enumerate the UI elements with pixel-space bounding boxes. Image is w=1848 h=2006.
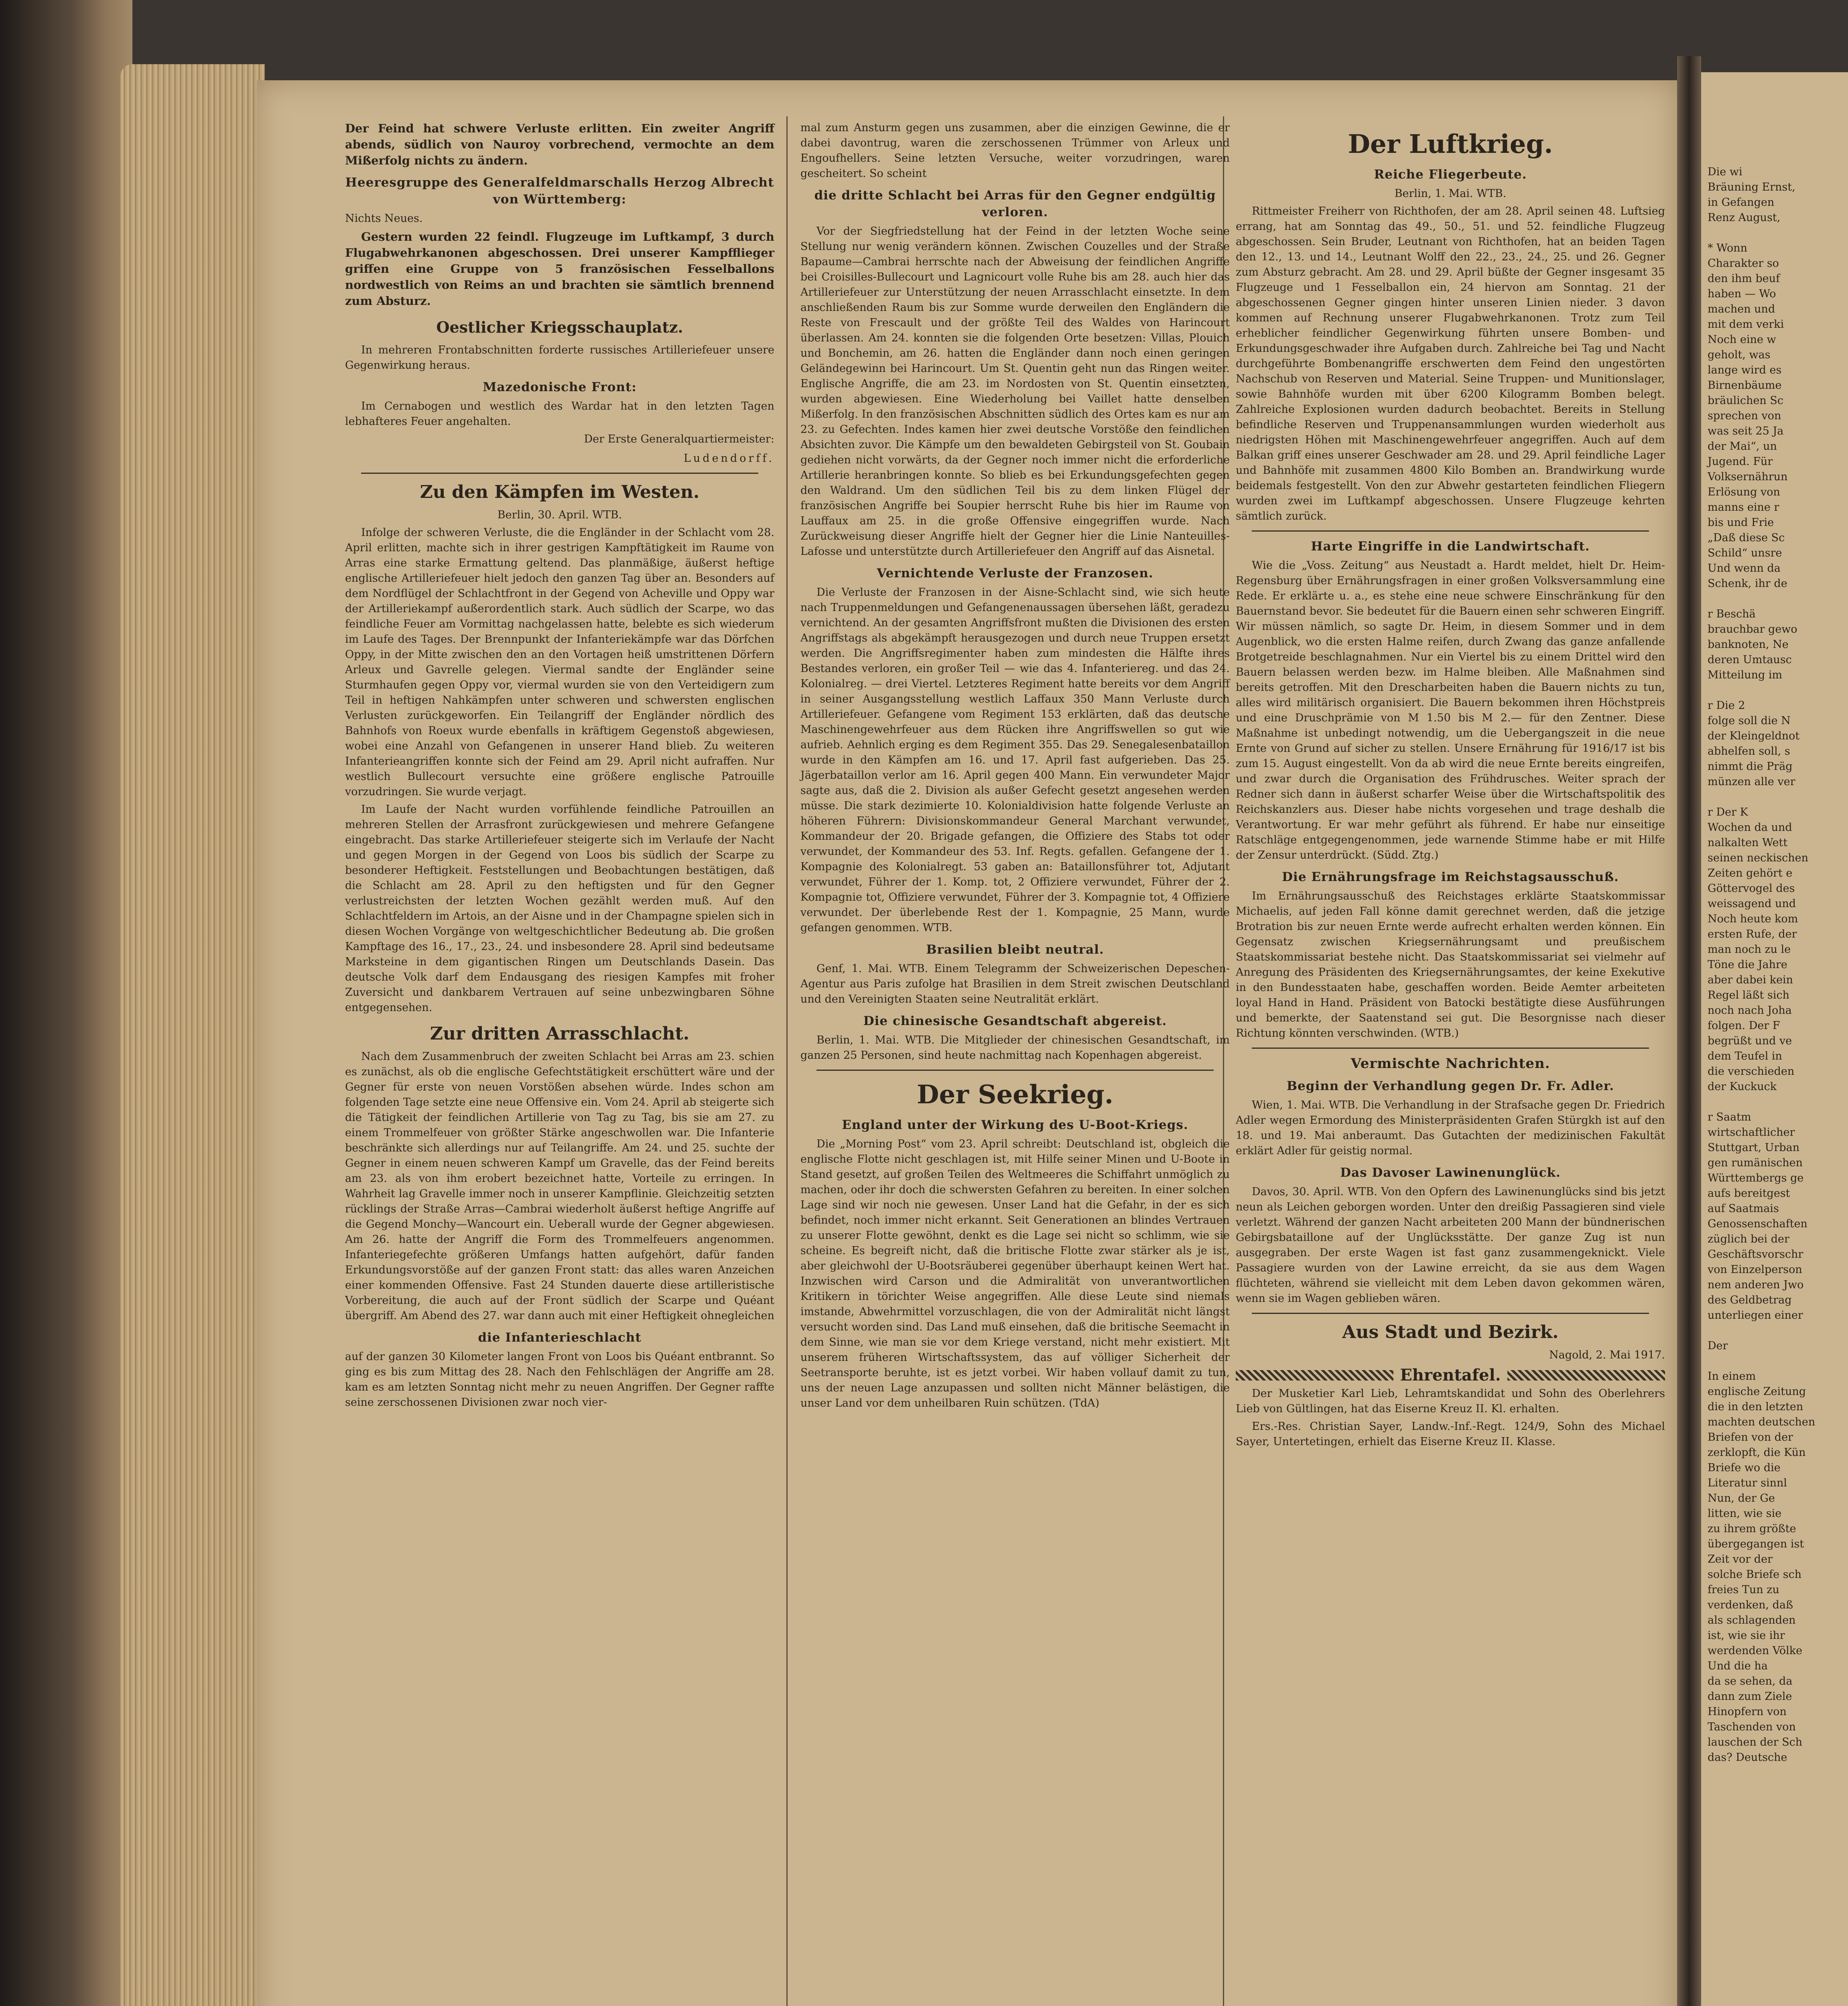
infanterie-subheading: die Infanterieschlacht xyxy=(478,1330,642,1345)
adjacent-page-line xyxy=(1701,683,1848,698)
adjacent-page-line: dem Teufel in xyxy=(1708,1050,1782,1062)
adjacent-page-line: in Gefangen xyxy=(1708,196,1775,209)
adjacent-page-line: r Saatm xyxy=(1708,1111,1751,1123)
dritten-arras-paragraph: Nach dem Zusammenbruch der zweiten Schlacht bei Arras am 23. schien es zunächst, als ob die englische Gefechtstätigkeit erschüttert wäre und der Gegner für erste von neuen Vorstößen absehen würde. Indes schon am folgenden Tage setzte eine neue Offensive ein. Vom 24. April ab steigerte sich die Tätigkeit der feindlichen Artillerie von Tag zu Tag, bis sie am 27. zu einem Trommelfeuer von größter Stärke angeschwollen war. Die Infanterie beschränkte sich allerdings nur auf Teilangriffe. Am 24. und 25. suchte der Gegner in einem neuen schweren Kampf um Gravelle, das der Feind bereits am 23. als von ihm erobert bezeichnet hatte, Vorteile zu erringen. In Wahrheit lag Gravelle immer noch in unserer Kampflinie. Gleichzeitig setzten rücklings der Straße Arras—Cambrai wiederholt äußerst heftige Angriffe auf die Gegend Monchy—Wancourt ein. Ueberall wurde der Gegner abgewiesen. Am 26. hatte der Angriff die Form des Trommelfeuers angenommen. Infanteriegefechte größeren Umfangs hatten aufgehört, dafür fanden Erkundungsvorstöße auf der ganzen Front statt: das alles waren Anzeichen einer kommenden Offensive. Fast 24 Stunden dauerte diese artilleristische Vorbereitung, die auch auf der Front südlich der Scarpe und Quéant übergriff. Am Abend des 27. war dann auch mit einer Heftigkeit ohnegleichen xyxy=(345,1050,774,1322)
ehrentafel-entry: Der Musketier Karl Lieb, Lehramtskandidat und Sohn des Oberlehrers Lieb von Gültlingen, hat das Eiserne Kreuz II. Kl. erhalten. xyxy=(1236,1387,1665,1415)
column-divider xyxy=(786,116,788,2006)
brasilien-paragraph: Genf, 1. Mai. WTB. Einem Telegramm der Schweizerischen Depeschen-Agentur aus Paris zufolge hat Brasilien in dem Streit zwischen Deutschland und den Vereinigten Staaten seine Neutralität erklärt. xyxy=(800,962,1230,1005)
adjacent-page-line: Noch eine w xyxy=(1708,333,1776,346)
adjacent-page-line: der Kuckuck xyxy=(1708,1080,1777,1093)
ehrentafel-ornament xyxy=(1236,1370,1393,1381)
adjacent-page-line: Charakter so xyxy=(1708,257,1779,270)
luftkrieg-heading: Der Luftkrieg. xyxy=(1348,129,1553,159)
signature-name: Ludendorff. xyxy=(683,452,774,465)
adjacent-page-line: Erlösung von xyxy=(1708,486,1780,498)
adjacent-page-line: Briefe wo die xyxy=(1708,1462,1781,1474)
adjacent-page-line: Volksernährun xyxy=(1708,471,1788,483)
seekrieg-heading: Der Seekrieg. xyxy=(917,1080,1113,1110)
adjacent-page-line: folge soll die N xyxy=(1708,715,1791,727)
signature-title: Der Erste Generalquartiermeister: xyxy=(584,433,774,445)
adjacent-page-line: Mitteilung im xyxy=(1708,669,1783,681)
divider xyxy=(1252,530,1649,532)
seekrieg-paragraph: Die „Morning Post“ vom 23. April schreibt: Deutschland ist, obgleich die englische Flotte nicht geschlagen ist, mit Hilfe seiner Minen und U-Boote in Stand gesetzt, auf großen Teilen des Weltmeeres die Schiffahrt unmöglich zu machen, oder ihr doch die schwersten Gefahren zu bereiten. In einer solchen Lage sind wir noch nie gewesen. Unser Land hat die Gefahr, in der es sich befindet, noch immer nicht erkannt. Seit Generationen an blindes Vertrauen zu unserer Flotte gewöhnt, denkt es die Lage sei nicht so schlimm, wie sie scheine. Es begreift nicht, daß die britische Flotte zwar stärker als je ist, aber gleichwohl der U-Bootsräuberei gegenüber überhaupt keinen Wert hat. Inzwischen wird Carson und die Admiralität von unverantwortlichen Kritikern in törichter Weise angegriffen. Alle diese Leute sind niemals imstande, Abwehrmittel vorzuschlagen, die von der Admiralität nicht längst versucht worden sind. Das Land muß einsehen, daß die britische Seemacht in dem Sinne, wie man sie vor dem Kriege verstand, nicht mehr existiert. Mit unserem früheren Wirtschaftssystem, das auf völliger Sicherheit der Seetransporte beruhte, ist es jetzt vorbei. Wir haben vollauf damit zu tun, uns der neuen Lage anzupassen und sollten nicht Männer belästigen, die unser Land vor dem unheilbaren Ruin schützen. (TdA) xyxy=(800,1138,1230,1409)
infanterie-paragraph: auf der ganzen 30 Kilometer langen Front von Loos bis Quéant entbrannt. So ging es bis zum Mittag des 28. Nach den Fehlschlägen der Angriffe am 28. kam es am letzten Sonntag nicht mehr zu neuen Angriffen. Der Gegner raffte seine zerschossenen Divisionen zwar noch vier- xyxy=(345,1350,774,1409)
adjacent-page-line: manns eine r xyxy=(1708,501,1779,514)
kaempfe-paragraph: Infolge der schweren Verluste, die die Engländer in der Schlacht vom 28. April erlitten, machte sich in ihrer gestrigen Kampftätigkeit im Raume von Arras eine starke Ermattung geltend. Das planmäßige, äußerst heftige englische Artilleriefeuer hielt jedoch den ganzen Tag über an. Besonders auf dem Nordflügel der Schlachtfront in der Gegend von Acheville und Oppy war der Artilleriekampf außerordentlich stark. Auch südlich der Scarpe, wo das feindliche Feuer am Vormittag nachgelassen hatte, belebte es sich wiederum im Laufe des Tages. Der Brennpunkt der Infanteriekämpfe war das Dörfchen Oppy, in der Mitte zwischen den an den Vortagen heiß umstrittenen Dörfern Arleux und Gavrelle gelegen. Viermal sandte der Engländer seine Sturmhaufen gegen Oppy vor, viermal wurden sie von den Verteidigern zum Teil in heftigen Nahkämpfen unter schweren und schwersten englischen Verlusten zurückgeworfen. Ein Teilangriff der Engländer nördlich des Bahnhofs von Roeux wurde ebenfalls in kräftigem Gegenstoß abgewiesen, wobei eine Anzahl von Gefangenen in unserer Hand blieb. Zu weiteren Infanterieangriffen konnte sich der Feind am 29. April nicht aufraffen. Nur westlich Bullecourt versuchte eine größere englische Patrouille vorzudringen. Sie wurde verjagt. xyxy=(345,526,774,798)
flugzeuge-report: Gestern wurden 22 feindl. Flugzeuge im Luftkampf, 3 durch Flugabwehrkanonen abgeschossen. Drei unserer Kampfflieger griffen eine Gruppe von 5 französischen Fesselballons nordwestlich von Reims an und brachten sie sämtlich brennend zum Absturz. xyxy=(345,230,774,308)
column-1 xyxy=(345,120,774,1413)
adjacent-page-line: Zeiten gehört e xyxy=(1708,867,1793,879)
ehrentafel-heading: Ehrentafel. xyxy=(1400,1366,1501,1385)
article-continuation-bold: Der Feind hat schwere Verluste erlitten. Ein zweiter Angriff abends, südlich von Nauroy vorbrechend, vermochte an dem Mißerfolg nichts zu ändern. xyxy=(345,122,774,167)
dritte-schlacht-paragraph: Vor der Siegfriedstellung hat der Feind in der letzten Woche seine Stellung nur wenig verändern können. Zwischen Couzelles und der Straße Bapaume—Cambrai herrschte nach der Abweisung der feindlichen Angriffe bei Croisilles-Bullecourt und Lagnicourt volle Ruhe bis am 28. auch hier das Artilleriefeuer zur Unterstützung der neuen Arrasschlacht einsetzte. In dem anschließenden Raum bis zur Somme wurde derweilen den Engländern die Reste von Frescault und der größte Teil des Waldes von Harincourt überlassen. Am 24. konnten sie die folgenden Orte besetzen: Villas, Plouich und Bonchemin, am 26. hatten die Engländer dann noch einen geringen Geländegewinn bei Harincourt. Um St. Quentin geht nun das Ringen weiter. Englische Angriffe, die am 23. im Nordosten von St. Quentin einsetzten, wurden abgewiesen. Eine Wiederholung bei Vaillet hatte denselben Mißerfolg. In den französischen Abschnitten südlich des Ortes kam es nur am 23. zu Gefechten. Indes kamen hier zwei deutsche Vorstöße den feindlichen Absichten zuvor. Die Kämpfe um den bewaldeten Gebirgsteil von St. Goubain gediehen nicht vorwärts, da der Gegner noch immer nicht die erforderliche Artillerie heranbringen konnte. So blieb es bei Erkundungsgefechten gegen den Waldrand. Um den südlichen Teil bis zu dem linken Flügel der französischen Angriffe bei Soupier herrscht Ruhe bis hier im Raume von Lauffaux am 25. in die große Offensive eingegriffen wurde. Nach Zurückweisung dieser Angriffe hielt der Gegner hier die Linie Nanteuilles-Lafosse und unterstützte durch Artilleriefeuer den Angriff auf das Aisnetal. xyxy=(800,225,1230,558)
kaempfe-dateline: Berlin, 30. April. WTB. xyxy=(497,509,622,521)
divider xyxy=(361,473,758,474)
adjacent-page-line: r Beschä xyxy=(1708,608,1756,620)
adjacent-page-line: Wochen da und xyxy=(1708,821,1792,834)
adjacent-page-line: Noch heute kom xyxy=(1708,913,1798,925)
adjacent-page-line: brauchbar gewo xyxy=(1708,623,1797,636)
adjacent-page-line: von Einzelperson xyxy=(1708,1263,1802,1276)
verluste-heading: Vernichtende Verluste der Franzosen. xyxy=(877,566,1153,581)
adjacent-page-line: da se sehen, da xyxy=(1708,1675,1793,1687)
dritten-arras-heading: Zur dritten Arrasschlacht. xyxy=(430,1023,690,1044)
column-3 xyxy=(1236,120,1665,1452)
adjacent-page-line xyxy=(1701,1354,1848,1369)
adjacent-page-line: Literatur sinnl xyxy=(1708,1477,1787,1489)
adjacent-page-line: Bräuning Ernst, xyxy=(1708,181,1795,193)
mazedonische-heading: Mazedonische Front: xyxy=(483,380,637,394)
stadt-dateline: Nagold, 2. Mai 1917. xyxy=(1549,1349,1665,1361)
adjacent-page-line: dann zum Ziele xyxy=(1708,1690,1792,1703)
divider xyxy=(1252,1313,1649,1314)
heeresgruppe-text: Nichts Neues. xyxy=(345,212,423,225)
adjacent-page-line: sprechen von xyxy=(1708,410,1781,422)
adjacent-page-line: solche Briefe sch xyxy=(1708,1568,1802,1581)
adjacent-page-line: ist, wie sie ihr xyxy=(1708,1629,1785,1642)
landwirtschaft-paragraph: Wie die „Voss. Zeitung“ aus Neustadt a. Hardt meldet, hielt Dr. Heim-Regensburg über Ernährungsfragen in einer großen Volksversammlung eine Rede. Er erklärte u. a., es stehe eine neue schwere Einschränkung für den Bauernstand bevor. Sie bedeutet für die Bauern einen sehr schweren Eingriff. Wir müssen nämlich, so sagte Dr. Heim, in diesem Sommer und in dem Augenblick, wo die ersten Halme reifen, durch Zwang das ganze anfallende Brotgetreide beschlagnahmen. Nur ein Viertel bis zu einem Drittel wird den Bauern belassen werden bezw. im Halme bleiben. Alle Maßnahmen sind bereits getroffen. Mit den Drescharbeiten haben die Bauern nichts zu tun, alles wird militärisch organisiert. Die Bauern bekommen ihren Höchstpreis und eine Druschprämie von M 1.50 bis M 2.— für den Zentner. Diese Maßnahme ist unbedingt notwendig, um die Uebergangszeit in die neue Ernte von Grund auf sicher zu stellen. Unsere Ernährung für 1916/17 ist bis zum 15. August eingestellt. Von da ab wird die neue Ernte bereits eingreifen, und zwar durch die Organisation des Frühdrusches. Weiter sprach der Redner sich dann in äußerst scharfer Weise über die Wirtschaftspolitik des Reichskanzlers aus. Dieser habe nichts vorgesehen und trage deshalb die Verantwortung. Er war mehr geführt als führend. Er habe nur einseitige Ratschläge entgegengenommen, jede warnende Stimme habe er mit Hilfe der Zensur unterdrückt. (Südd. Ztg.) xyxy=(1236,559,1665,861)
adjacent-page-line: Zeit vor der xyxy=(1708,1553,1773,1565)
divider xyxy=(816,1070,1214,1071)
adjacent-page-line: gen rumänischen xyxy=(1708,1157,1803,1169)
adjacent-page-line: züglich bei der xyxy=(1708,1233,1789,1245)
adjacent-page-line: machen und xyxy=(1708,303,1775,315)
adjacent-page-line: Der xyxy=(1708,1340,1728,1352)
adjacent-page-line: Hinopfern von xyxy=(1708,1706,1787,1718)
adjacent-page-line xyxy=(1701,591,1848,607)
ehrentafel-entry: Ers.-Res. Christian Sayer, Landw.-Inf.-Regt. 124/9, Sohn des Michael Sayer, Untertetingen, erhielt das Eiserne Kreuz II. Klasse. xyxy=(1236,1420,1665,1448)
brasilien-heading: Brasilien bleibt neutral. xyxy=(926,942,1104,957)
page-edges xyxy=(120,64,265,2006)
adjacent-page-line: lauschen der Sch xyxy=(1708,1736,1803,1748)
adjacent-page-line: nimmt die Präg xyxy=(1708,760,1793,773)
adjacent-page-line: Regel läßt sich xyxy=(1708,989,1789,1001)
adjacent-page-line: abhelfen soll, s xyxy=(1708,745,1790,757)
adjacent-page-line: banknoten, Ne xyxy=(1708,638,1789,651)
adjacent-page-line: bis und Frie xyxy=(1708,516,1774,529)
adjacent-page-line: begrüßt und ve xyxy=(1708,1035,1792,1047)
adjacent-page-line: aber dabei kein xyxy=(1708,974,1793,986)
dritte-schlacht-heading: die dritte Schlacht bei Arras für den Gegner endgültig verloren. xyxy=(814,188,1216,219)
book-binding xyxy=(0,0,132,2006)
verluste-paragraph: Die Verluste der Franzosen in der Aisne-Schlacht sind, wie sich heute nach Truppenmeldungen und Gefangenenaussagen übersehen läßt, geradezu vernichtend. An der gesamten Angriffsfront mußten die Divisionen des ersten Angriffstags als abgekämpft herausgezogen und durch neue Truppen ersetzt werden. Die Angriffsregimenter haben zum mindesten die Hälfte ihres Bestandes verloren, ein großer Teil — wie das 4. Infanteriereg. und das 24. Kolonialreg. — drei Viertel. Letzteres Regiment hatte bereits vor dem Angriff in seiner Ausgangsstellung westlich Laffaux 350 Mann Verluste durch Artilleriefeuer. Gefangene vom Regiment 153 erklärten, daß das deutsche Maschinengewehrfeuer aus dem Rücken ihre Angriffswellen so gut wie aufrieb. Aehnlich erging es dem Regiment 355. Das 29. Senegalesenbataillon wurde in den Kämpfen am 16. und 17. April fast aufgerieben. Das 25. Jägerbataillon verlor am 16. April gegen 400 Mann. Ein verwundeter Major sagte aus, daß die 2. Division als außer Gefecht gesetzt angesehen werden müsse. Die stark dezimierte 10. Kolonialdivision hatte folgende Verluste an höheren Führern: Divisionskommandeur General Marchant verwundet, Kommandeur der 20. Brigade gefangen, die Offiziere des Stabs tot oder verwundet, der Kommandeur des 53. Inf. Regts. gefallen. Gefangene der 1. Kompagnie des Kolonialregt. 53 gaben an: Bataillonsführer tot, Adjutant verwundet, Führer der 1. Komp. tot, 2 Offiziere verwundet, Führer der 2. Kompagnie tot, Offiziere verwundet, Führer der 3. Kompagnie tot, 4 Offiziere verwundet. Der überlebende Rest der 1. Kompagnie, 25 Mann, wurde gefangen genommen. WTB. xyxy=(800,586,1230,934)
vermischte-heading: Vermischte Nachrichten. xyxy=(1350,1056,1550,1072)
adjacent-page-line: weissagend und xyxy=(1708,897,1796,910)
adjacent-page-line: verdenken, daß xyxy=(1708,1599,1793,1611)
adjacent-page-line: Geschäftsvorschr xyxy=(1708,1248,1803,1261)
adjacent-page-line: * Wonn xyxy=(1708,242,1748,254)
luftkrieg-paragraph: Rittmeister Freiherr von Richthofen, der am 28. April seinen 48. Luftsieg errang, hat am Sonntag das 49., 50., 51. und 52. feindliche Flugzeug abgeschossen. Sein Bruder, Leutnant von Richthofen, hat an beiden Tagen den 12., 13. und 14., Leutnant Wolff den 22., 23., 24., 25. und 26. Gegner zum Absturz gebracht. Am 28. und 29. April büßte der Gegner insgesamt 35 Flugzeuge und 1 Fesselballon ein, 24 hiervon am Sonntag. 21 der abgeschossenen Gegner gingen hinter unseren Linien nieder. 3 davon kommen auf Rechnung unserer Flugabwehrkanonen. Trotz zum Teil erheblicher feindlicher Gegenwirkung führten unsere Bomben- und Erkundungsgeschwader ihre Aufgaben durch. Zahlreiche bei Tag und Nacht durchgeführte Bombenangriffe erschwerten dem Feind den ungestörten Nachschub von Reserven und Material. Seine Truppen- und Munitionslager, sowie Bahnhöfe wurden mit über 6200 Kilogramm Bomben belegt. Zahlreiche Explosionen wurden dadurch beobachtet. Bereits in Stellung befindliche Reserven und Truppenansammlungen wurden wiederholt aus niedrigsten Höhen mit Maschinengewehrfeuer angegriffen. Auch auf dem Balkan griff eines unserer Geschwader am 28. und 29. April feindliche Lager und Bahnhöfe mit zusammen 4800 Kilo Bomben an. Brandwirkung wurde beidemals festgestellt. Von den zur Abwehr gestarteten feindlichen Fliegern wurden zwei im Luftkampf abgeschossen. Unsere Flugzeuge kehrten sämtlich zurück. xyxy=(1236,205,1665,522)
column-2 xyxy=(800,120,1230,1413)
adjacent-page-line: werdenden Völke xyxy=(1708,1645,1803,1657)
adjacent-page-line: Genossenschaften xyxy=(1708,1218,1807,1230)
adjacent-page-line: folgen. Der F xyxy=(1708,1019,1780,1032)
adjacent-page-line: haben — Wo xyxy=(1708,288,1776,300)
adjacent-page-line: den ihm beuf xyxy=(1708,272,1780,285)
adjacent-page-line: des Geldbetrag xyxy=(1708,1294,1792,1306)
adjacent-page-line: litten, wie sie xyxy=(1708,1507,1782,1520)
seekrieg-subheading: England unter der Wirkung des U-Boot-Kriegs. xyxy=(842,1118,1188,1132)
adjacent-page-line: als schlagenden xyxy=(1708,1614,1796,1626)
mazedonische-text: Im Cernabogen und westlich des Wardar hat in den letzten Tagen lebhafteres Feuer angehalten. xyxy=(345,400,774,428)
luftkrieg-subheading: Reiche Fliegerbeute. xyxy=(1374,167,1527,182)
adjacent-page-line xyxy=(1701,1323,1848,1338)
adjacent-page-line: Und die ha xyxy=(1708,1660,1768,1672)
adjacent-page-line: Nun, der Ge xyxy=(1708,1492,1775,1504)
davos-paragraph: Davos, 30. April. WTB. Von den Opfern des Lawinenunglücks sind bis jetzt neun als Leichen geborgen worden. Unter den dreißig Passagieren sind viele verletzt. Während der ganzen Nacht arbeiteten 200 Mann der bündnerischen Gebirgsbataillone auf der Unglücksstätte. Der ganze Zug ist nun ausgegraben. Der erste Wagen ist fast ganz zusammengeknickt. Viele Passagiere wurden von der Lawine erreicht, da sie aus dem Wagen flüchteten, während sie vielleicht mit dem Leben davon gekommen wären, wenn sie im Wagen geblieben wären. xyxy=(1236,1186,1665,1305)
adjacent-page-line: die in den letzten xyxy=(1708,1401,1803,1413)
kaempfe-heading: Zu den Kämpfen im Westen. xyxy=(420,482,700,502)
adjacent-page-line: Renz August, xyxy=(1708,211,1781,224)
adjacent-page-line: r Die 2 xyxy=(1708,699,1745,712)
ehrentafel-header xyxy=(1236,1368,1665,1383)
adjacent-page-line: zu ihrem größte xyxy=(1708,1523,1796,1535)
adjacent-page-line: „Daß diese Sc xyxy=(1708,532,1785,544)
adjacent-page-line: geholt, was xyxy=(1708,349,1771,361)
adjacent-page-line: Schild“ unsre xyxy=(1708,547,1782,559)
adjacent-page-line: deren Umtausc xyxy=(1708,654,1792,666)
adjacent-page-line: der Mai“, un xyxy=(1708,440,1777,453)
adjacent-page-line: übergegangen ist xyxy=(1708,1538,1804,1550)
adjacent-page-line: Taschenden von xyxy=(1708,1721,1796,1733)
adjacent-page-line: r Der K xyxy=(1708,806,1748,818)
adjacent-page-line xyxy=(1701,790,1848,805)
adjacent-page-line: Stuttgart, Urban xyxy=(1708,1141,1800,1154)
adjacent-page-line: zerklopft, die Kün xyxy=(1708,1446,1806,1459)
adjacent-page-line: lange wird es xyxy=(1708,364,1782,376)
adjacent-page-line xyxy=(1701,1094,1848,1110)
adjacent-page-line: seinen neckischen xyxy=(1708,852,1809,864)
adjacent-page-line: machten deutschen xyxy=(1708,1416,1816,1428)
adjacent-page-line: mit dem verki xyxy=(1708,318,1784,331)
adjacent-page-line: münzen alle ver xyxy=(1708,776,1795,788)
adjacent-page-line: aufs bereitgest xyxy=(1708,1187,1790,1200)
adjacent-page-line: das? Deutsche xyxy=(1708,1751,1787,1764)
adjacent-page-line: was seit 25 Ja xyxy=(1708,425,1784,437)
divider xyxy=(1252,1048,1649,1049)
adjacent-page-line: Die wi xyxy=(1708,166,1742,178)
adjacent-page-line: auf Saatmais xyxy=(1708,1202,1779,1215)
adjacent-page-line: Töne die Jahre xyxy=(1708,958,1787,971)
adjacent-page-line: bräulichen Sc xyxy=(1708,394,1784,407)
adjacent-page-line: Schenk, ihr de xyxy=(1708,577,1787,590)
book-gutter xyxy=(1677,56,1701,2006)
adjacent-page-line: nem anderen Jwo xyxy=(1708,1279,1804,1291)
ernaehrung-heading: Die Ernährungsfrage im Reichstagsausschuß. xyxy=(1282,870,1619,884)
china-paragraph: Berlin, 1. Mai. WTB. Die Mitglieder der chinesischen Gesandtschaft, im ganzen 25 Personen, sind heute nachmittag nach Kopenhagen abgereist. xyxy=(800,1034,1230,1062)
stadt-bezirk-heading: Aus Stadt und Bezirk. xyxy=(1342,1322,1559,1342)
adjacent-page-line: In einem xyxy=(1708,1370,1756,1383)
davos-heading: Das Davoser Lawinenunglück. xyxy=(1340,1165,1561,1180)
adjacent-page-line: freies Tun zu xyxy=(1708,1584,1779,1596)
adjacent-page-line: Göttervogel des xyxy=(1708,882,1795,895)
adjacent-page-line: Birnenbäume xyxy=(1708,379,1782,392)
heeresgruppe-heading: Heeresgruppe des Generalfeldmarschalls Herzog Albrecht von Württemberg: xyxy=(345,175,774,207)
adjacent-page-line: Jugend. Für xyxy=(1708,455,1773,468)
ehrentafel-ornament xyxy=(1507,1370,1665,1381)
adjacent-page-line: die verschieden xyxy=(1708,1065,1795,1078)
adjacent-page-line: der Kleingeldnot xyxy=(1708,730,1800,742)
adjacent-page-fragment xyxy=(1701,72,1848,2006)
adjacent-page-line: Briefen von der xyxy=(1708,1431,1793,1444)
continuation-paragraph: mal zum Ansturm gegen uns zusammen, aber die einzigen Gewinne, die er dabei davontrug, waren die zerschossenen Trümmer von Arleux und Engoufhellers. Seine letzten Versuche, weiter vorzudringen, waren gescheitert. So scheint xyxy=(800,122,1230,180)
adjacent-page-line: unterliegen einer xyxy=(1708,1309,1803,1322)
oestlicher-heading: Oestlicher Kriegsschauplatz. xyxy=(436,318,683,336)
adjacent-page-line: Und wenn da xyxy=(1708,562,1781,575)
luftkrieg-dateline: Berlin, 1. Mai. WTB. xyxy=(1394,187,1507,200)
adjacent-page-line: Württembergs ge xyxy=(1708,1172,1804,1184)
adjacent-page-line: englische Zeitung xyxy=(1708,1385,1806,1398)
ernaehrung-paragraph: Im Ernährungsausschuß des Reichstages erklärte Staatskommissar Michaelis, auf jeden Fall könne damit gerechnet werden, daß die jetzige Brotration bis zur neuen Ernte werde aufrecht erhalten werden können. Ein Gegensatz zwischen Kriegsernährungsamt und preußischem Staatskommissariat bestehe nicht. Das Staatskommissariat sei vielmehr auf Anregung des Präsidenten des Kriegsernährungsamtes, der keine Exekutive in den Bundesstaaten habe, geschaffen worden. Beide Aemter arbeiteten loyal Hand in Hand. Präsident von Batocki bestätigte diese Ausführungen und bemerkte, der Saatenstand sei gut. Die Besorgnisse nach dieser Richtung könnten verschwinden. (WTB.) xyxy=(1236,890,1665,1040)
china-heading: Die chinesische Gesandtschaft abgereist. xyxy=(863,1014,1167,1028)
adjacent-page-line: man noch zu le xyxy=(1708,943,1791,956)
kaempfe-paragraph: Im Laufe der Nacht wurden vorfühlende feindliche Patrouillen an mehreren Stellen der Arrasfront zurückgewiesen und mehrere Gefangene eingebracht. Das starke Artilleriefeuer steigerte sich im Verlaufe der Nacht und gegen Morgen in der Gegend von Loos bis südlich der Scarpe zu besonderer Heftigkeit. Feststellungen und Beobachtungen bestätigen, daß die Schlacht am 28. April zu den heftigsten und für den Gegner verlustreichsten der letzten Wochen gezählt werden muß. Auf den Schlachtfeldern im Artois, an der Aisne und in der Champagne spielen sich in diesen Wochen Vorgänge von weltgeschichtlicher Bedeutung ab. Die großen Kampftage des 16., 17., 23., 24. und insbesondere 28. April sind bedeutsame Marksteine in dem gigantischen Ringen um Deutschlands Dasein. Das deutsche Volk darf dem Endausgang des riesigen Kampfes mit froher Zuversicht und dankbarem Vertrauen auf seine unbezwingbaren Söhne entgegensehen. xyxy=(345,803,774,1014)
adler-heading: Beginn der Verhandlung gegen Dr. Fr. Adler. xyxy=(1286,1079,1614,1093)
adjacent-page-line: wirtschaftlicher xyxy=(1708,1126,1795,1139)
adjacent-page-lines xyxy=(1701,72,1848,1765)
adjacent-page-line: noch nach Joha xyxy=(1708,1004,1792,1017)
adler-paragraph: Wien, 1. Mai. WTB. Die Verhandlung in der Strafsache gegen Dr. Friedrich Adler wegen Ermordung des Ministerpräsidenten Grafen Stürgkh ist auf den 18. und 19. Mai anberaumt. Das Gutachten der medizinischen Fakultät erklärt Adler für geistig normal. xyxy=(1236,1099,1665,1157)
landwirtschaft-heading: Harte Eingriffe in die Landwirtschaft. xyxy=(1311,539,1590,554)
adjacent-page-line: ersten Rufe, der xyxy=(1708,928,1797,940)
adjacent-page-line: nalkalten Wett xyxy=(1708,837,1788,849)
oestlicher-text: In mehreren Frontabschnitten forderte russisches Artilleriefeuer unsere Gegenwirkung heraus. xyxy=(345,344,774,372)
adjacent-page-line xyxy=(1701,225,1848,241)
